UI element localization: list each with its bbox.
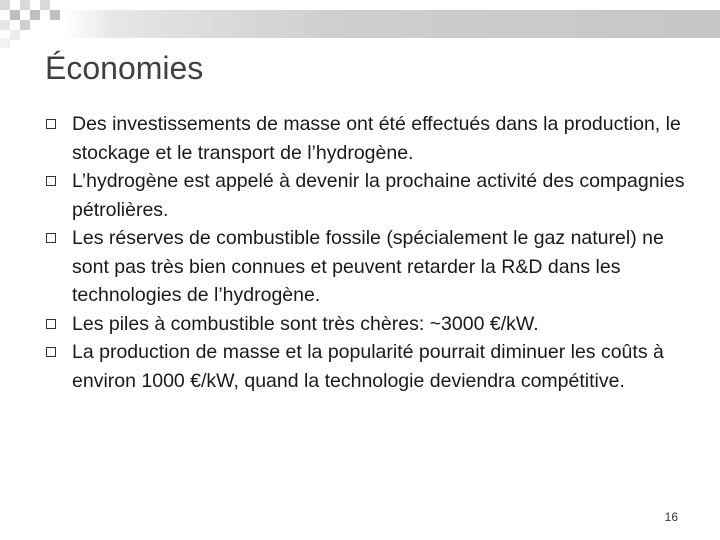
slide-title: Économies <box>45 50 204 86</box>
bullet-text: Des investissements de masse ont été effectués dans la production, le stockage et le transport de l’hydrogène. <box>72 113 681 164</box>
bullet-list <box>46 110 696 395</box>
header-gradient-bar <box>64 10 720 38</box>
checkered-corner-decoration <box>0 0 64 48</box>
bullet-text: Les piles à combustible sont très chères: ~3000 €/kW. <box>72 312 539 335</box>
bullet-item <box>46 224 696 310</box>
bullet-text: Les réserves de combustible fossile (spécialement le gaz naturel) ne sont pas très bien connues et peuvent retarder la R&D dans les technologies de l’hydrogène. <box>72 227 664 306</box>
slide-number: 16 <box>664 510 678 524</box>
bullet-item <box>46 310 696 339</box>
hollow-square-icon <box>46 319 56 329</box>
bullet-item <box>46 110 696 167</box>
bullet-text: L’hydrogène est appelé à devenir la prochaine activité des compagnies pétrolières. <box>72 170 685 221</box>
hollow-square-icon <box>46 347 56 357</box>
hollow-square-icon <box>46 176 56 186</box>
bullet-item <box>46 167 696 224</box>
hollow-square-icon <box>46 119 56 129</box>
bullet-text: La production de masse et la popularité pourrait diminuer les coûts à environ 1000 €/kW, quand la technologie deviendra compétitive. <box>72 341 664 392</box>
hollow-square-icon <box>46 233 56 243</box>
bullet-item <box>46 338 696 395</box>
